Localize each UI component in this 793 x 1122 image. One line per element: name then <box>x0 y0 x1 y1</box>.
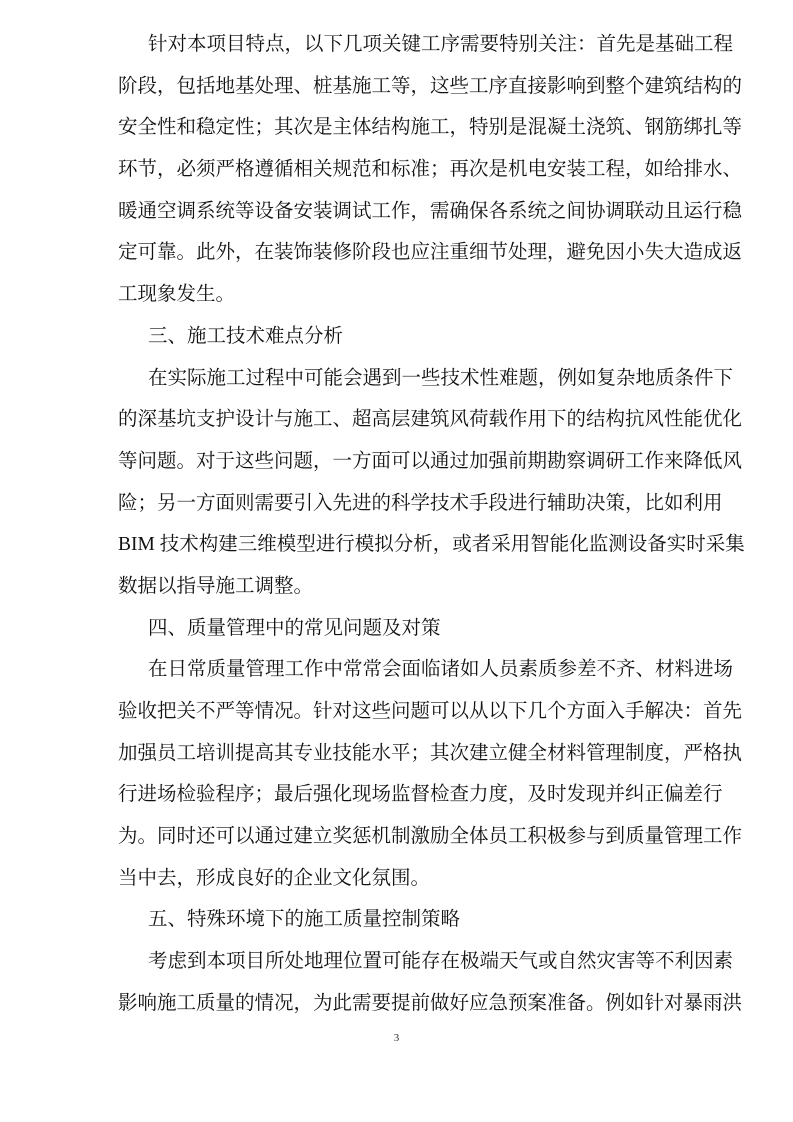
text-line: 险；另一方面则需要引入先进的科学技术手段进行辅助决策，比如利用 <box>118 492 723 514</box>
text-line: 为。同时还可以通过建立奖惩机制激励全体员工积极参与到质量管理工作 <box>118 826 743 848</box>
text-line: 验收把关不严等情况。针对这些问题可以从以下几个方面入手解决：首先 <box>118 701 743 722</box>
section-heading <box>118 608 706 650</box>
paragraph <box>118 649 743 899</box>
text-line: 考虑到本项目所处地理位置可能存在极端天气或自然灾害等不利因素 <box>148 951 734 973</box>
text-line: 加强员工培训提高其专业技能水平；其次建立健全材料管理制度，严格执 <box>118 742 743 764</box>
paragraph <box>118 941 743 1024</box>
text-line: 行进场检验程序；最后强化现场监督检查力度，及时发现并纠正偏差行 <box>118 784 723 806</box>
page-number: 3 <box>393 1032 400 1044</box>
text-line: 环节，必须严格遵循相关规范和标准；再次是机电安装工程，如给排水、 <box>118 159 743 181</box>
text-line: 在实际施工过程中可能会遇到一些技术性难题，例如复杂地质条件下 <box>148 367 734 389</box>
text-line: 数据以指导施工调整。 <box>118 575 314 597</box>
section-heading <box>118 316 706 358</box>
text-line: 在日常质量管理工作中常常会面临诸如人员素质参差不齐、材料进场 <box>148 659 734 681</box>
document-body <box>118 24 745 1025</box>
section-heading <box>118 899 706 941</box>
text-line: 等问题。对于这些问题，一方面可以通过加强前期勘察调研工作来降低风 <box>118 450 743 472</box>
paragraph <box>118 358 745 608</box>
heading-text: 三、施工技术难点分析 <box>148 325 344 347</box>
text-line: 阶段，包括地基处理、桩基施工等，这些工序直接影响到整个建筑结构的 <box>118 75 743 97</box>
heading-text: 五、特殊环境下的施工质量控制策略 <box>148 909 461 931</box>
text-line: 定可靠。此外，在装饰装修阶段也应注重细节处理，避免因小失大造成返 <box>118 242 743 264</box>
text-line: 工现象发生。 <box>118 284 236 306</box>
text-line: 安全性和稳定性；其次是主体结构施工，特别是混凝土浇筑、钢筋绑扎等 <box>118 117 743 139</box>
text-line: 暖通空调系统等设备安装调试工作，需确保各系统之间协调联动且运行稳 <box>118 200 743 222</box>
text-line: BIM 技术构建三维模型进行模拟分析，或者采用智能化监测设备实时采集 <box>118 534 745 556</box>
text-line: 的深基坑支护设计与施工、超高层建筑风荷载作用下的结构抗风性能优化 <box>118 409 743 431</box>
heading-text: 四、质量管理中的常见问题及对策 <box>148 617 441 639</box>
text-line: 影响施工质量的情况，为此需要提前做好应急预案准备。例如针对暴雨洪 <box>118 992 743 1014</box>
text-line: 针对本项目特点，以下几项关键工序需要特别关注：首先是基础工程 <box>148 34 734 55</box>
text-line: 当中去，形成良好的企业文化氛围。 <box>118 867 431 889</box>
paragraph <box>118 24 743 316</box>
